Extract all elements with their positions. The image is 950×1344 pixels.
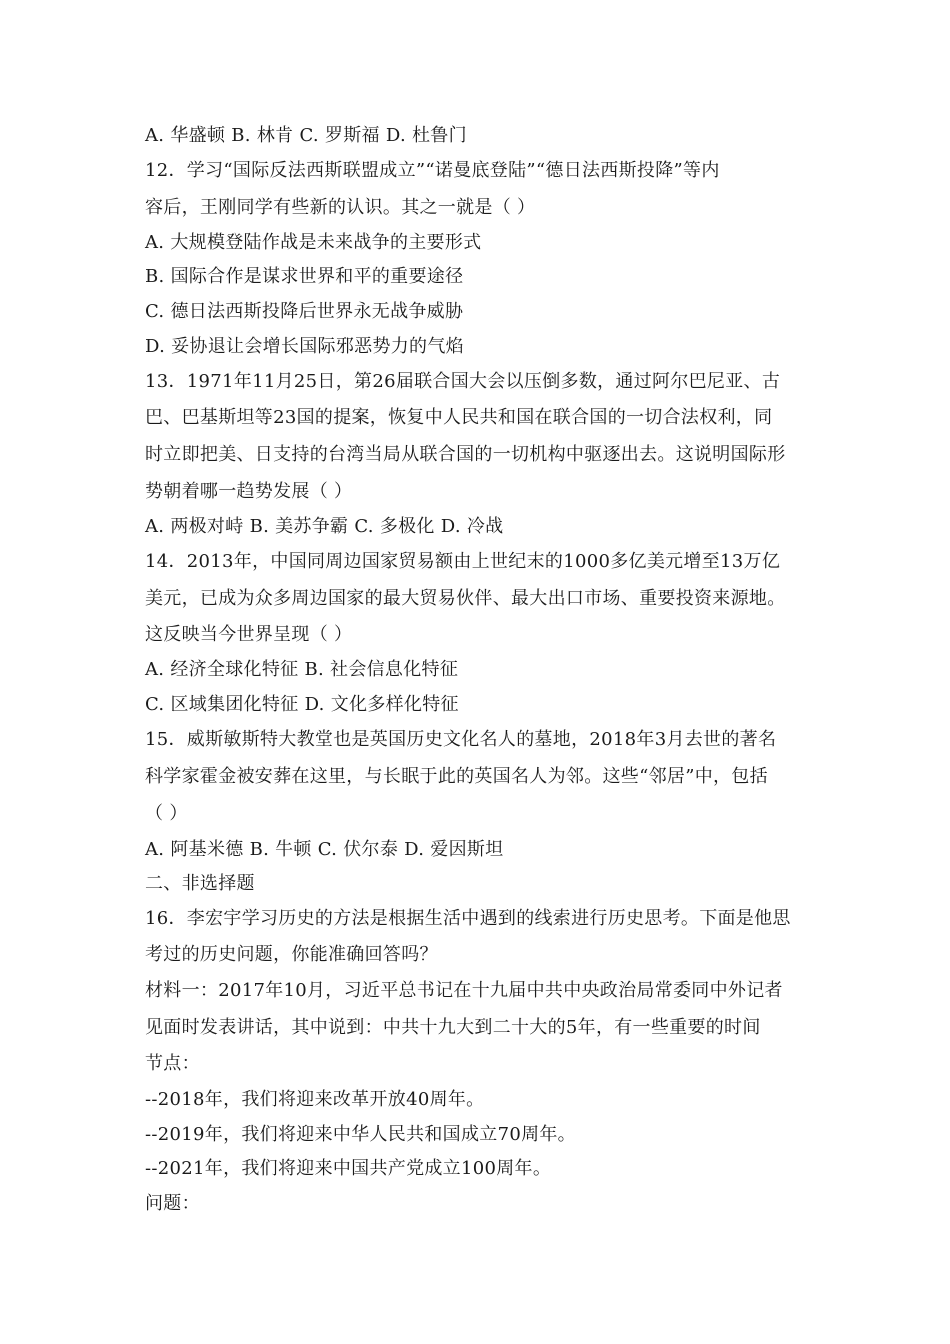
q12-option-d: D. 妥协退让会增长国际邪恶势力的气焰 bbox=[145, 336, 464, 357]
q12-option-c: C. 德日法西斯投降后世界永无战争威胁 bbox=[145, 301, 464, 322]
material-one-line1: 材料一：2017年10月，习近平总书记在十九届中共中央政治局常委同中外记者 bbox=[145, 980, 783, 1001]
q13-stem-line4: 势朝着哪一趋势发展（ ） bbox=[145, 481, 353, 502]
q16-stem-line2: 考过的历史问题，你能准确回答吗？ bbox=[145, 944, 438, 965]
q16-stem-line1: 16．李宏宇学习历史的方法是根据生活中遇到的线索进行历史思考。下面是他思 bbox=[145, 908, 791, 929]
milestone-2019: --2019年，我们将迎来中华人民共和国成立70周年。 bbox=[145, 1124, 576, 1145]
milestone-2021: --2021年，我们将迎来中国共产党成立100周年。 bbox=[145, 1158, 552, 1179]
q11-options: A. 华盛顿 B. 林肯 C. 罗斯福 D. 杜鲁门 bbox=[145, 125, 467, 146]
q15-options: A. 阿基米德 B. 牛顿 C. 伏尔泰 D. 爱因斯坦 bbox=[145, 839, 504, 860]
q12-stem-line1: 12．学习“国际反法西斯联盟成立”“诺曼底登陆”“德日法西斯投降”等内 bbox=[145, 160, 720, 181]
q14-options-ab: A. 经济全球化特征 B. 社会信息化特征 bbox=[145, 659, 459, 680]
section-heading: 二、非选择题 bbox=[145, 873, 255, 894]
q13-options: A. 两极对峙 B. 美苏争霸 C. 多极化 D. 冷战 bbox=[145, 516, 504, 537]
q15-stem-line1: 15．威斯敏斯特大教堂也是英国历史文化名人的墓地，2018年3月去世的著名 bbox=[145, 729, 777, 750]
q14-options-cd: C. 区域集团化特征 D. 文化多样化特征 bbox=[145, 694, 459, 715]
q15-stem-line2: 科学家霍金被安葬在这里，与长眠于此的英国名人为邻。这些“邻居”中，包括 bbox=[145, 766, 768, 787]
q14-stem-line3: 这反映当今世界呈现（ ） bbox=[145, 624, 353, 645]
q15-stem-line3: （ ） bbox=[145, 803, 188, 824]
question-label: 问题： bbox=[145, 1193, 200, 1214]
material-one-line3: 节点： bbox=[145, 1053, 200, 1074]
q14-stem-line2: 美元，已成为众多周边国家的最大贸易伙伴、最大出口市场、重要投资来源地。 bbox=[145, 588, 786, 609]
material-one-line2: 见面时发表讲话，其中说到：中共十九大到二十大的5年，有一些重要的时间 bbox=[145, 1017, 761, 1038]
q13-stem-line3: 时立即把美、日支持的台湾当局从联合国的一切机构中驱逐出去。这说明国际形 bbox=[145, 444, 786, 465]
q14-stem-line1: 14．2013年，中国同周边国家贸易额由上世纪末的1000多亿美元增至13万亿 bbox=[145, 551, 781, 572]
q12-stem-line2: 容后，王刚同学有些新的认识。其之一就是（ ） bbox=[145, 197, 536, 218]
q12-option-a: A. 大规模登陆作战是未来战争的主要形式 bbox=[145, 232, 482, 253]
milestone-2018: --2018年，我们将迎来改革开放40周年。 bbox=[145, 1089, 485, 1110]
q13-stem-line1: 13．1971年11月25日，第26届联合国大会以压倒多数，通过阿尔巴尼亚、古 bbox=[145, 371, 781, 392]
q13-stem-line2: 巴、巴基斯坦等23国的提案，恢复中人民共和国在联合国的一切合法权利，同 bbox=[145, 407, 773, 428]
q12-option-b: B. 国际合作是谋求世界和平的重要途径 bbox=[145, 266, 464, 287]
